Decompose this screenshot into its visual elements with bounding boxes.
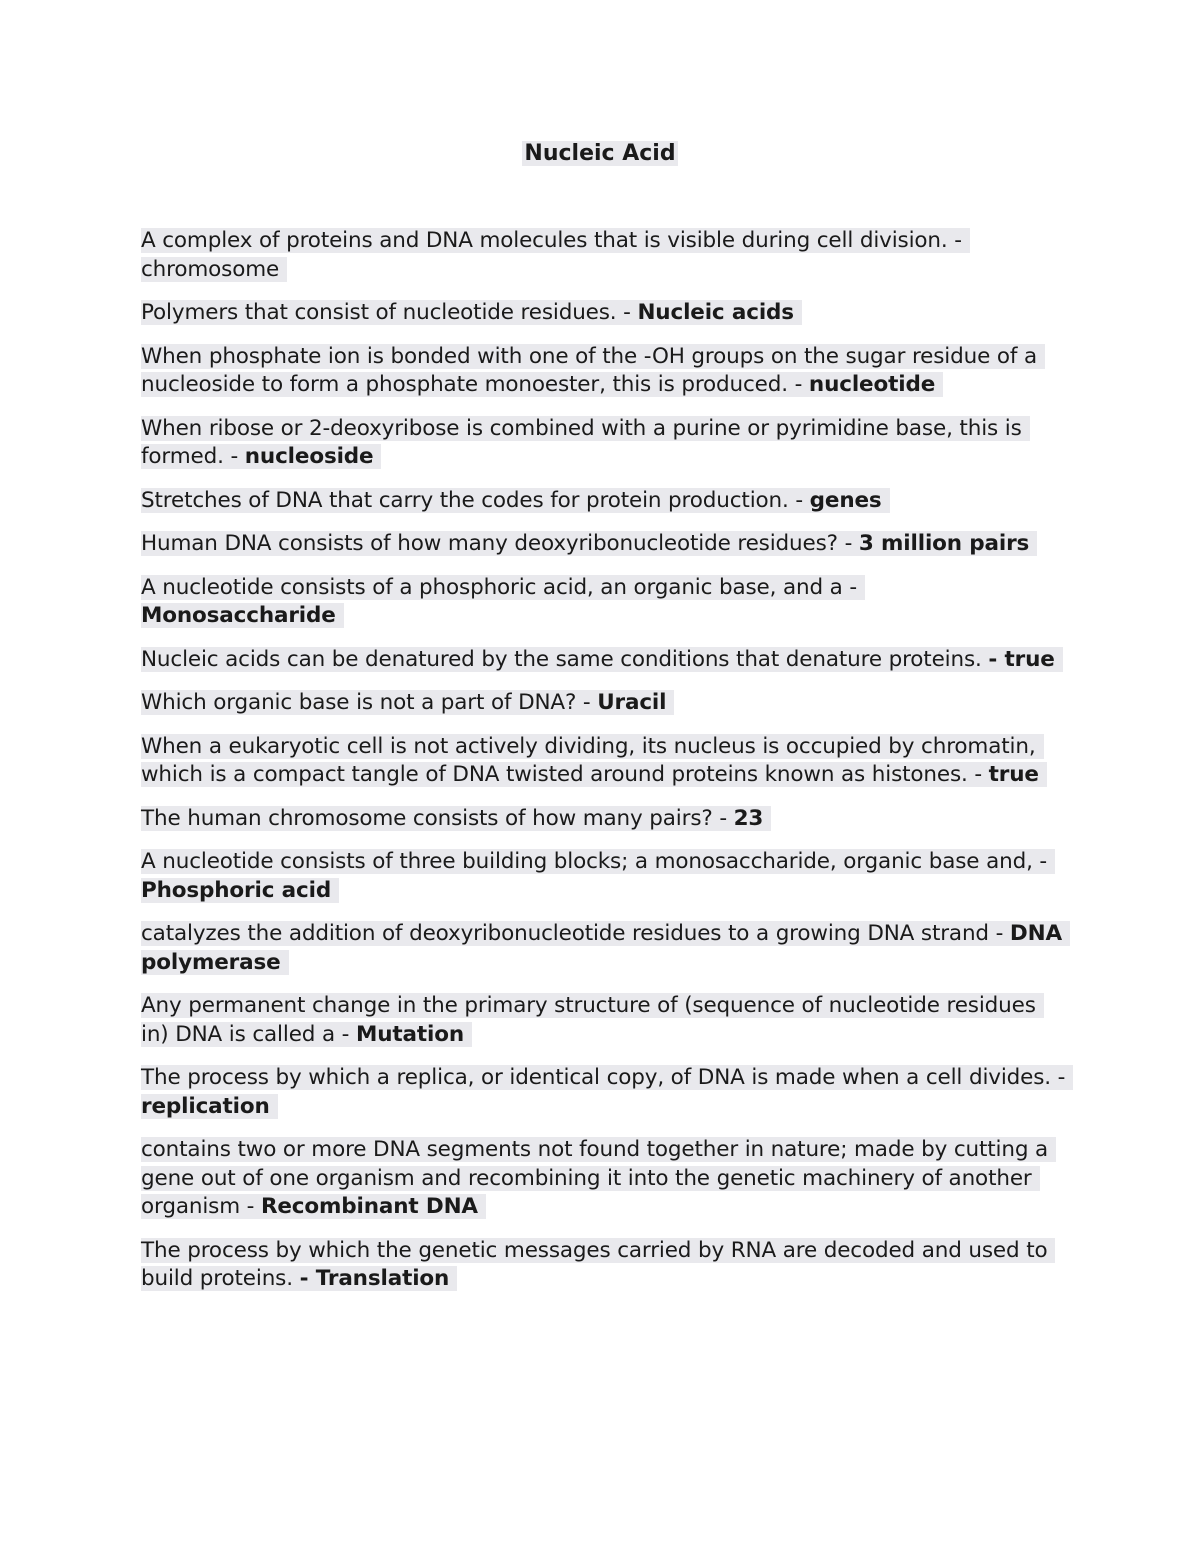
question-text: Human DNA consists of how many deoxyribonucleotide residues? - [141,531,859,556]
question-text: The process by which the genetic messages carried by RNA are decoded and used to build proteins. [141,1237,1048,1291]
qa-item [141,920,1066,977]
question-text: A nucleotide consists of three building blocks; a monosaccharide, organic base and, - [141,849,1048,874]
question-text: A complex of proteins and DNA molecules that is visible during cell division. - [141,228,962,253]
document-title: Nucleic Acid [524,141,676,166]
qa-item [141,689,1066,718]
answer-text: Recombinant DNA [260,1194,478,1219]
answer-text: DNA polymerase [141,921,1062,975]
qa-item [141,1136,1066,1222]
answer-text: Phosphoric acid [141,877,332,903]
answer-text: chromosome [141,256,280,282]
qa-item [141,805,1066,834]
qa-item [141,415,1066,472]
answer-text: replication [141,1093,270,1119]
answer-text: Uracil [597,690,667,715]
question-text: The human chromosome consists of how many pairs? - [141,805,734,831]
qa-item [141,646,1066,675]
qa-item [141,733,1066,790]
qa-item [141,1064,1066,1121]
qa-item [141,848,1066,905]
question-text: Which organic base is not a part of DNA? - [141,690,598,715]
answer-text: nucleoside [244,444,374,469]
question-text: Stretches of DNA that carry the codes for protein production. - [141,487,810,513]
question-text: Polymers that consist of nucleotide residues. - [141,300,638,325]
answer-text: nucleotide [808,372,936,397]
question-text: When ribose or 2-deoxyribose is combined with a purine or pyrimidine base, this is formed. - [141,415,1022,469]
question-text: When phosphate ion is bonded with one of the -OH groups on the sugar residue of a nucleoside to form a phosphate monoester, this is produced. - [141,343,1037,397]
answer-text: - true [988,646,1055,672]
question-text: catalyzes the addition of deoxyribonucleotide residues to a growing DNA strand - [141,921,1010,946]
qa-item [141,574,1066,631]
question-text: Nucleic acids can be denatured by the same conditions that denature proteins. [141,646,989,672]
qa-item [141,487,1066,516]
question-text: When a eukaryotic cell is not actively dividing, its nucleus is occupied by chromatin, which is a compact tangle of DNA twisted around proteins known as histones. - [141,733,1036,787]
answer-text: true [988,762,1039,787]
qa-item [141,227,1066,284]
qa-list [141,227,1066,1309]
qa-item [141,343,1066,400]
question-text: Any permanent change in the primary structure of (sequence of nucleotide residues in) DNA is called a - [141,993,1036,1047]
qa-item [141,530,1066,559]
answer-text: Mutation [355,1021,464,1047]
qa-item [141,992,1066,1049]
answer-text: 3 million pairs [858,531,1030,556]
answer-text: Monosaccharide [141,603,336,628]
qa-item [141,299,1066,328]
qa-item [141,1237,1066,1294]
answer-text: Nucleic acids [637,300,794,325]
answer-text: - Translation [299,1266,450,1291]
answer-text: 23 [733,805,764,831]
answer-text: genes [809,487,882,513]
question-text: A nucleotide consists of a phosphoric acid, an organic base, and a - [141,574,858,600]
question-text: The process by which a replica, or identical copy, of DNA is made when a cell divides. - [141,1065,1066,1090]
question-text: contains two or more DNA segments not found together in nature; made by cutting a gene out of one organism and recombining it into the genetic machinery of another organism - [141,1137,1049,1219]
